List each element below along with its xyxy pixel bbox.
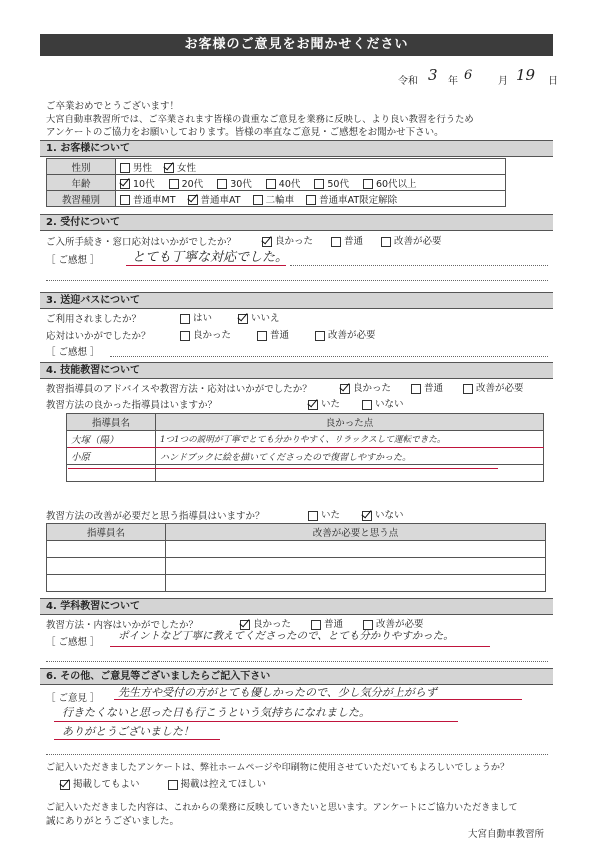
instructor-name	[67, 431, 156, 448]
option-label: いた	[321, 510, 341, 521]
dotted-line	[46, 280, 548, 281]
header-instructor: 指導員名	[67, 414, 156, 431]
option[interactable]	[168, 779, 267, 790]
section-reception-header	[40, 214, 553, 231]
company-name: 大宮自動車教習所	[468, 829, 545, 840]
checkbox-icon[interactable]	[363, 179, 373, 189]
checkbox-icon[interactable]	[308, 511, 318, 521]
option-label: 改善が必要	[328, 330, 376, 341]
header-bad-point: 改善が必要と思う点	[166, 524, 546, 541]
month-label: 月	[498, 76, 508, 87]
checked-checkbox-icon[interactable]	[188, 195, 198, 205]
gender-options	[116, 159, 506, 175]
option[interactable]	[253, 195, 295, 206]
footer-line-1: ご記入いただきました内容は、これからの業務に反映していきたいと思います。アンケートにご協力いただきまして	[46, 803, 518, 813]
underline	[126, 265, 286, 266]
reception-comment-label: ［ ご感想 ］	[46, 255, 100, 266]
option-label: 改善が必要	[476, 383, 524, 394]
checkbox-icon[interactable]	[331, 237, 341, 247]
empty-cell	[166, 558, 546, 575]
checked-checkbox-icon[interactable]	[238, 314, 248, 324]
option[interactable]	[315, 330, 376, 341]
section-bus-header	[40, 292, 553, 309]
reception-comment: とても丁寧な対応でした。	[132, 250, 289, 265]
option[interactable]	[266, 179, 301, 190]
option-label: 50代	[327, 178, 349, 190]
checkbox-icon[interactable]	[314, 179, 324, 189]
option[interactable]	[308, 510, 340, 521]
option[interactable]	[60, 779, 140, 790]
option-label: 普通	[324, 619, 344, 630]
section-title: 3. 送迎バスについて	[46, 295, 141, 306]
other-comment-line-2: 行きたくないと思った日も行こうという気持ちになれました。	[62, 706, 370, 719]
option-label: 普通車MT	[133, 194, 176, 206]
bad-instructor-table	[46, 523, 546, 592]
option-label: 普通車AT	[200, 194, 241, 206]
instructor-name-text: 大塚（陽）	[71, 435, 119, 446]
section-title: 4. 技能教習について	[46, 365, 141, 376]
option-label: 40代	[278, 178, 301, 190]
section-customer-header	[40, 140, 553, 157]
option-label: 良かった	[253, 619, 292, 630]
checkbox-icon[interactable]	[253, 195, 263, 205]
option-label: いいえ	[251, 313, 280, 324]
checked-checkbox-icon[interactable]	[164, 163, 174, 173]
year-label: 年	[448, 76, 458, 87]
option-label: 10代	[133, 178, 155, 190]
checked-checkbox-icon[interactable]	[308, 400, 318, 410]
other-comment-line-1: 先生方や受付の方がとても優しかったので、少し気分が上がらず	[118, 686, 437, 699]
option[interactable]	[238, 313, 280, 324]
other-comment-line-3: ありがとうございました！	[62, 725, 194, 738]
checkbox-icon[interactable]	[217, 179, 227, 189]
empty-cell	[47, 558, 166, 575]
section-title: 4. 学科教習について	[46, 601, 141, 612]
option[interactable]	[180, 330, 231, 341]
bus-q2-options	[180, 327, 402, 341]
empty-cell	[166, 541, 546, 558]
empty-cell	[166, 575, 546, 592]
consent-question: ご記入いただきましたアンケートは、弊社ホームページや印刷物に使用させていただいてもよろしいでしょうか？	[46, 763, 510, 773]
checkbox-icon[interactable]	[120, 195, 130, 205]
checkbox-icon[interactable]	[120, 163, 130, 173]
skill-q1: 教習指導員のアドバイスや教習方法・応対はいかがでしたか？	[46, 384, 312, 395]
option-label: 普通	[424, 383, 444, 394]
skill-q3: 教習方法の改善が必要だと思う指導員はいますか？	[46, 511, 265, 522]
intro-line-3: アンケートのご協力をお願いしております。皆様の率直なご意見・ご感想をお聞かせ下さい。	[46, 127, 444, 138]
option[interactable]	[411, 383, 443, 394]
option[interactable]	[164, 163, 196, 174]
option[interactable]	[331, 236, 363, 247]
option-label: 普通	[344, 236, 364, 247]
option-label: 改善が必要	[394, 236, 442, 247]
checkbox-icon[interactable]	[180, 314, 190, 324]
option-label: いた	[321, 399, 341, 410]
intro-line-2: 大宮自動車教習所では、ご卒業されます皆様の貴重なご意見を業務に反映し、より良い教習を行うため	[46, 114, 474, 125]
option-label: 30代	[230, 178, 252, 190]
section-other-header	[40, 668, 553, 685]
option-label: 良かった	[353, 383, 392, 394]
section-title: 2. 受付について	[46, 217, 121, 228]
option-label: 二輪車	[265, 194, 295, 206]
checkbox-icon[interactable]	[362, 400, 372, 410]
option-label: 良かった	[193, 330, 232, 341]
course-options	[116, 191, 506, 207]
month-handwritten: 6	[464, 68, 473, 83]
option[interactable]	[340, 383, 391, 394]
year-handwritten: 3	[428, 66, 438, 84]
checkbox-icon[interactable]	[257, 331, 267, 341]
option-label: 良かった	[275, 236, 314, 247]
consent-options	[60, 776, 294, 790]
underline	[68, 447, 544, 448]
checked-checkbox-icon[interactable]	[120, 179, 130, 189]
option-label: はい	[193, 313, 213, 324]
option[interactable]	[314, 179, 349, 190]
classroom-comment: ポイントなど丁寧に教えてくださったので、とても分かりやすかった。	[118, 630, 454, 642]
option-label: 普通	[270, 330, 290, 341]
option[interactable]	[120, 179, 155, 190]
checkbox-icon[interactable]	[306, 195, 316, 205]
checked-checkbox-icon[interactable]	[340, 384, 350, 394]
option[interactable]	[381, 236, 442, 247]
option[interactable]	[363, 179, 417, 190]
underline	[54, 739, 220, 740]
option-label: 20代	[181, 178, 204, 190]
section-title: 1. お客様について	[46, 143, 131, 154]
option[interactable]	[188, 195, 241, 206]
gender-label: 性別	[47, 159, 116, 175]
checkbox-icon[interactable]	[463, 384, 473, 394]
good-point-text: ハンドブックに絵を描いてくださったので復習しやすかった。	[160, 452, 412, 463]
option[interactable]	[362, 399, 404, 410]
footer-line-2: 誠にありがとうございました。	[46, 816, 180, 827]
reception-question: ご入所手続き・窓口応対はいかがでしたか？	[46, 237, 237, 248]
skill-q2: 教習方法の良かった指導員はいますか？	[46, 400, 218, 411]
option-label: いない	[375, 399, 404, 410]
option[interactable]	[217, 179, 252, 190]
skill-q1-options	[340, 380, 544, 394]
underline	[68, 468, 498, 469]
option[interactable]	[120, 195, 176, 206]
good-point	[156, 431, 544, 448]
empty-cell	[47, 575, 166, 592]
checked-checkbox-icon[interactable]	[262, 237, 272, 247]
checked-checkbox-icon[interactable]	[60, 780, 70, 790]
option-label: 女性	[177, 162, 197, 174]
instructor-name	[67, 448, 156, 465]
day-handwritten: 19	[516, 66, 536, 84]
skill-q2-options	[308, 396, 426, 410]
underline	[54, 721, 458, 722]
option[interactable]	[362, 510, 404, 521]
option-label: いない	[375, 510, 404, 521]
classroom-question: 教習方法・内容はいかがでしたか？	[46, 620, 199, 631]
option[interactable]	[120, 163, 152, 174]
good-point	[156, 448, 544, 465]
option-label: 60代以上	[375, 178, 417, 190]
option-label: 掲載してもよい	[73, 779, 140, 790]
course-label: 教習種別	[47, 191, 116, 207]
option[interactable]	[180, 313, 212, 324]
dotted-line	[290, 265, 548, 266]
option-label: 掲載は控えてほしい	[180, 779, 267, 790]
option[interactable]	[257, 330, 289, 341]
reception-options	[262, 233, 460, 247]
checkbox-icon[interactable]	[168, 780, 178, 790]
option[interactable]	[463, 383, 524, 394]
checkbox-icon[interactable]	[169, 179, 179, 189]
checkbox-icon[interactable]	[381, 237, 391, 247]
option[interactable]	[306, 195, 397, 206]
good-point-text: 1つ1つの説明が丁寧でとても分かりやすく、リラックスして運転できた。	[160, 435, 446, 445]
option-label: 改善が必要	[376, 619, 424, 630]
bus-comment-label: ［ ご感想 ］	[46, 347, 100, 358]
customer-table	[46, 158, 506, 207]
page-title: お客様のご意見をお聞かせください	[40, 34, 553, 56]
intro-line-1: ご卒業おめでとうございます！	[46, 101, 180, 112]
underline	[114, 699, 522, 700]
checkbox-icon[interactable]	[411, 384, 421, 394]
underline	[110, 646, 490, 647]
skill-q3-options	[308, 507, 426, 521]
checkbox-icon[interactable]	[315, 331, 325, 341]
other-comment-label: ［ ご意見 ］	[46, 693, 100, 704]
age-options	[116, 175, 506, 191]
option-label: 普通車AT限定解除	[319, 194, 398, 206]
header-good-point: 良かった点	[156, 414, 544, 431]
checkbox-icon[interactable]	[266, 179, 276, 189]
checkbox-icon[interactable]	[180, 331, 190, 341]
section-skill-header	[40, 362, 553, 379]
option-label: 男性	[133, 162, 153, 174]
age-label: 年齢	[47, 175, 116, 191]
bus-q2: 応対はいかがでしたか？	[46, 331, 151, 342]
checked-checkbox-icon[interactable]	[362, 511, 372, 521]
header-instructor: 指導員名	[47, 524, 166, 541]
classroom-comment-label: ［ ご感想 ］	[46, 637, 100, 648]
instructor-name-text: 小原	[71, 452, 91, 463]
dotted-line	[110, 356, 548, 357]
section-title: 6. その他、ご意見等ございましたらご記入下さい	[46, 671, 271, 682]
option[interactable]	[169, 179, 204, 190]
bus-q1: ご利用されましたか？	[46, 314, 142, 325]
dotted-line	[46, 661, 548, 662]
option[interactable]	[308, 399, 340, 410]
dotted-line	[46, 754, 548, 755]
bus-q1-options	[180, 310, 306, 324]
section-classroom-header	[40, 598, 553, 615]
day-label: 日	[548, 76, 558, 87]
empty-cell	[47, 541, 166, 558]
era-label: 令和	[398, 76, 418, 87]
